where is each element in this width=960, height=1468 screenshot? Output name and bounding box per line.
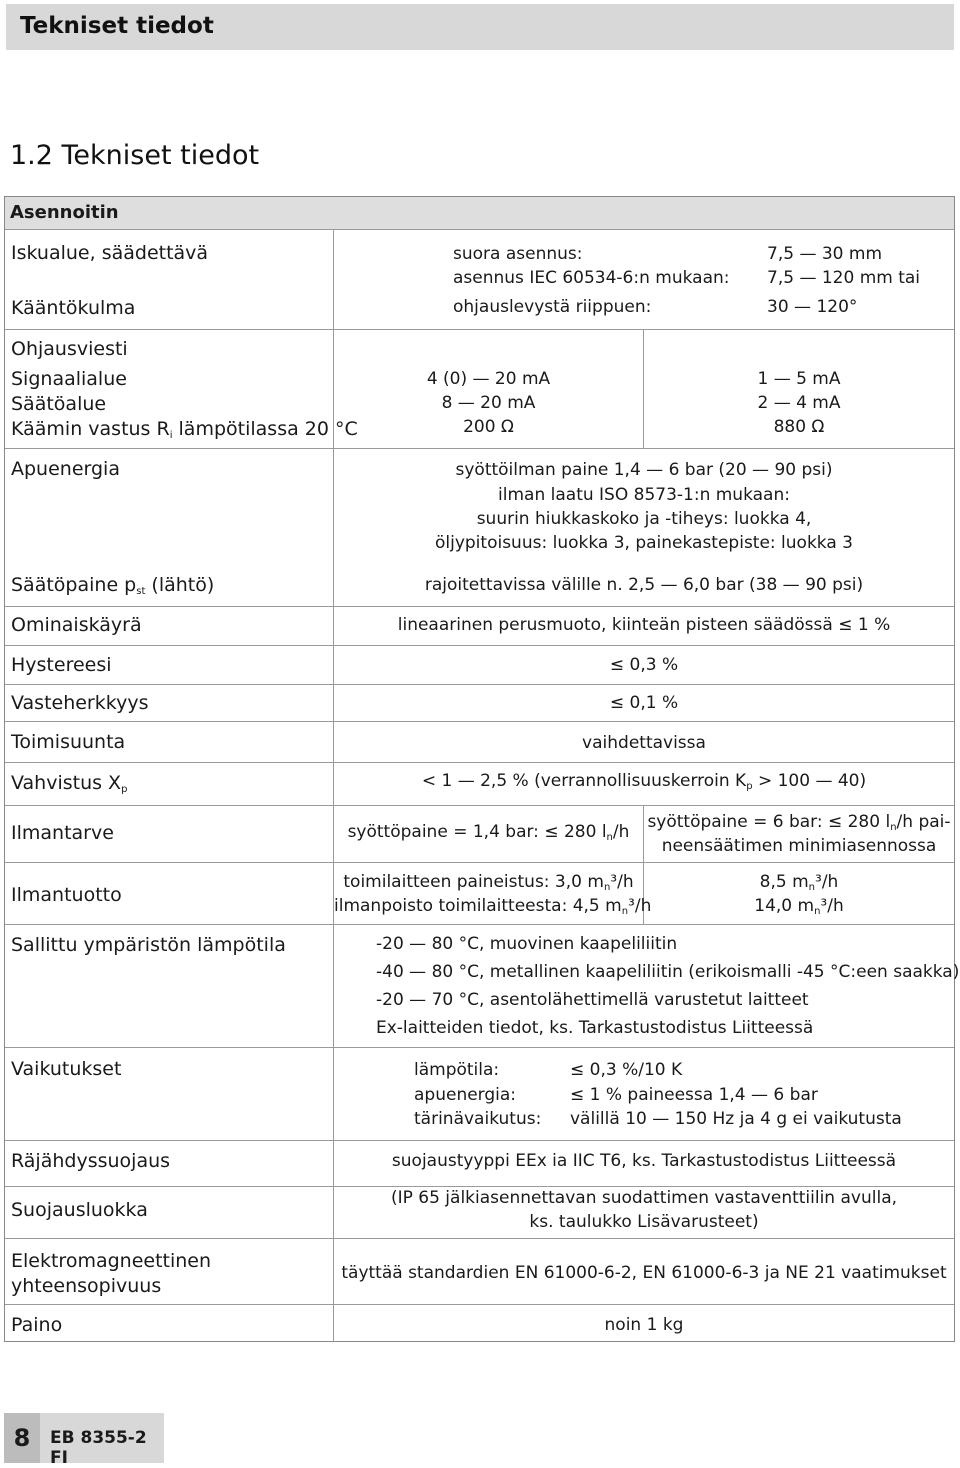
value-vasteherkkyys: ≤ 0,1 %: [609, 693, 679, 713]
row-divider: [5, 1304, 954, 1305]
value-ilmantuotto-right2: 14,0 $m_n^3/h$: [754, 896, 844, 917]
value-iskualue-iec-range: 7,5 — 120 mm tai: [767, 268, 921, 288]
row-divider: [5, 1047, 954, 1048]
value-apuenergia-line: syöttöilman paine 1,4 — 6 bar (20 — 90 psi): [455, 460, 833, 480]
value-lampotila-line: -20 — 80 °C, muovinen kaapeliliitin: [376, 934, 678, 954]
row-divider: [5, 1140, 954, 1141]
label-ominaiskayra: Ominaiskäyrä: [11, 614, 142, 636]
row-divider: [5, 721, 954, 722]
row-divider: [5, 762, 954, 763]
header-title: Tekniset tiedot: [20, 13, 214, 39]
value-iskualue-iec: asennus IEC 60534-6:n mukaan:: [453, 268, 730, 288]
label-ilmantuotto: Ilmantuotto: [11, 884, 122, 906]
value-lampotila-line: Ex-laitteiden tiedot, ks. Tarkastustodistus Liitteessä: [376, 1018, 814, 1038]
value-signaalialue-left: 4 (0) — 20 mA: [426, 369, 551, 389]
value-rajahdyssuojaus: suojaustyyppi EEx ia IIC T6, ks. Tarkastustodistus Liitteessä: [391, 1151, 897, 1171]
row-divider: [5, 329, 954, 330]
label-signaalialue: Signaalialue: [11, 368, 127, 390]
label-vahvistus: Vahvistus $X_p$: [11, 772, 128, 795]
label-iskualue: Iskualue, säädettävä: [11, 242, 209, 264]
value-apuenergia-line: suurin hiukkaskoko ja -tiheys: luokka 4,: [476, 509, 812, 529]
value-saatoalue-left: 8 — 20 mA: [441, 393, 536, 413]
value-signaalialue-right: 1 — 5 mA: [757, 369, 841, 389]
label-kaamin-vastus: Käämin vastus $R_i$ lämpötilassa 20 °C: [11, 418, 358, 441]
value-ilmantarve-right: syöttöpaine = 6 bar: ≤ 280 $l_n/h$ pai-: [647, 812, 951, 833]
value-ilmantarve-left: syöttöpaine = 1,4 bar: ≤ 280 $l_n/h$: [347, 822, 630, 843]
label-toimisuunta: Toimisuunta: [11, 731, 126, 753]
value-kaamin-left: 200 Ω: [463, 417, 514, 437]
row-divider: [5, 645, 954, 646]
value-toimisuunta: vaihdettavissa: [582, 733, 706, 753]
value-ilmantuotto-right1: 8,5 $m_n^3/h$: [759, 872, 839, 893]
row-divider: [5, 229, 954, 230]
value-lampotila-line: -40 — 80 °C, metallinen kaapeliliitin (erikoismalli -45 °C:een saakka): [376, 962, 960, 982]
label-emc: Elektromagneettinen: [11, 1250, 212, 1272]
row-divider: [5, 1238, 954, 1239]
value-paino: noin 1 kg: [604, 1315, 684, 1335]
value-saatoalue-right: 2 — 4 mA: [757, 393, 841, 413]
label-saatoalue: Säätöalue: [11, 393, 107, 415]
row-divider: [5, 606, 954, 607]
vaikutus-value: välillä 10 — 150 Hz ja 4 g ei vaikutusta: [570, 1109, 902, 1129]
value-lampotila-line: -20 — 70 °C, asentolähettimellä varustetut laitteet: [376, 990, 809, 1010]
table-group-title: Asennoitin: [10, 202, 119, 223]
vaikutus-value: ≤ 0,3 %/10 K: [570, 1060, 683, 1080]
row-divider: [5, 448, 954, 449]
label-kaantokulma: Kääntökulma: [11, 297, 136, 319]
value-vahvistus: < 1 — 2,5 % (verrannollisuuskerroin $K_p > 100$ — 40): [421, 771, 867, 792]
label-vasteherkkyys: Vasteherkkyys: [11, 692, 149, 714]
row-divider: [5, 684, 954, 685]
row-divider: [5, 862, 954, 863]
label-ohjausviesti: Ohjausviesti: [11, 338, 128, 360]
value-ominaiskayra: lineaarinen perusmuoto, kiinteän pisteen säädössä ≤ 1 %: [397, 615, 891, 635]
row-divider: [5, 805, 954, 806]
label-vaikutukset: Vaikutukset: [11, 1058, 122, 1080]
value-ilmantarve-right-note: neensäätimen minimiasennossa: [661, 836, 937, 856]
vaikutus-key: apuenergia:: [414, 1085, 517, 1105]
page-header: [6, 4, 954, 50]
value-ilmantuotto-ilmanpoisto: ilmanpoisto toimilaitteesta: 4,5 $m_n^3/h$: [334, 896, 652, 917]
table-group-header: [5, 197, 954, 229]
label-emc-line2: yhteensopivuus: [11, 1275, 162, 1297]
row-divider: [5, 1186, 954, 1187]
value-kaantokulma: ohjauslevystä riippuen:: [453, 297, 652, 317]
section-title: 1.2 Tekniset tiedot: [10, 140, 260, 171]
value-iskualue-suora: suora asennus:: [453, 244, 583, 264]
label-paino: Paino: [11, 1314, 63, 1336]
label-hystereesi: Hystereesi: [11, 654, 112, 676]
value-suojausluokka-note: ks. taulukko Lisävarusteet): [529, 1212, 759, 1232]
label-rajahdyssuojaus: Räjähdyssuojaus: [11, 1150, 171, 1172]
value-emc: täyttää standardien EN 61000-6-2, EN 61000-6-3 ja NE 21 vaatimukset: [341, 1263, 947, 1283]
label-apuenergia: Apuenergia: [11, 458, 120, 480]
value-kaamin-right: 880 Ω: [773, 417, 825, 437]
value-ilmantuotto-paineistus: toimilaitteen paineistus: 3,0 $m_n^3/h$: [343, 872, 634, 893]
value-hystereesi: ≤ 0,3 %: [609, 655, 679, 675]
value-kaantokulma-range: 30 — 120°: [767, 297, 858, 317]
label-lampotila: Sallittu ympäristön lämpötila: [11, 934, 286, 956]
value-apuenergia-line: ilman laatu ISO 8573-1:n mukaan:: [498, 485, 790, 505]
page-number: 8: [4, 1413, 40, 1463]
label-ilmantarve: Ilmantarve: [11, 822, 114, 844]
vaikutus-key: tärinävaikutus:: [414, 1109, 542, 1129]
vaikutus-key: lämpötila:: [414, 1060, 500, 1080]
vaikutus-value: ≤ 1 % paineessa 1,4 — 6 bar: [570, 1085, 818, 1105]
value-saatopaine: rajoitettavissa välille n. 2,5 — 6,0 bar (38 — 90 psi): [424, 575, 864, 595]
page-footer: [4, 1413, 164, 1468]
value-apuenergia-line: öljypitoisuus: luokka 3, painekastepiste: luokka 3: [434, 533, 853, 553]
value-suojausluokka: (IP 65 jälkiasennettavan suodattimen vastaventtiilin avulla,: [390, 1188, 898, 1208]
label-suojausluokka: Suojausluokka: [11, 1199, 148, 1221]
value-iskualue-suora-range: 7,5 — 30 mm: [767, 244, 882, 264]
label-saatopaine: Säätöpaine $p_{st}$ (lähtö): [11, 574, 215, 597]
row-divider: [5, 924, 954, 925]
document-code: EB 8355-2 FI: [50, 1428, 147, 1468]
